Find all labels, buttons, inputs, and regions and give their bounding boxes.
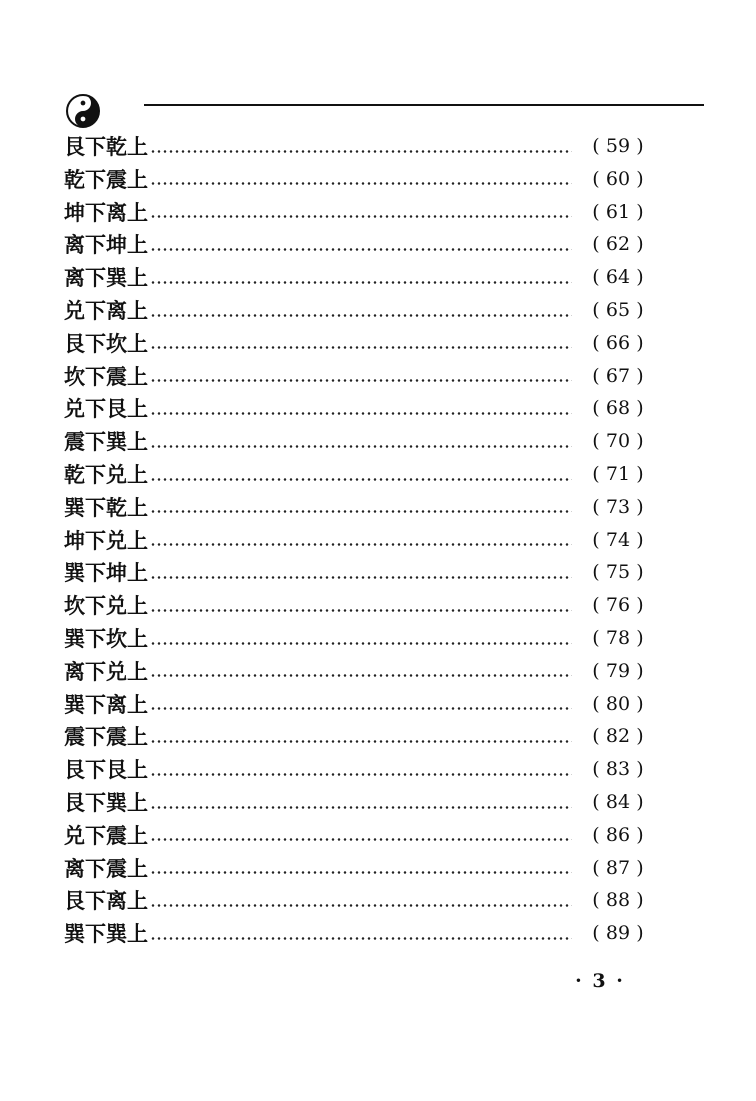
page-ref-number: 76 [605,594,631,617]
toc-entry [64,294,654,326]
close-paren: ) [636,528,644,551]
toc-entry [64,720,654,752]
toc-entry-title: 兑下艮上 [64,397,148,422]
toc-entry-page [582,299,654,321]
dot-leader [150,510,572,513]
toc-entry-page [582,594,654,616]
dot-leader [150,346,572,349]
toc-entry-page [582,660,654,682]
open-paren: ( [592,791,600,813]
toc-entry-title: 艮下坎上 [64,331,148,356]
dot-leader [150,478,572,481]
page-ref-number: 82 [605,725,631,748]
close-paren: ) [636,495,644,518]
page-ref-number: 73 [605,495,631,518]
yin-yang-icon [66,94,100,128]
page-ref-number: 84 [605,791,631,813]
toc-entry-title: 震下巽上 [64,430,148,455]
dot-leader [150,674,572,677]
dot-leader [150,412,572,415]
close-paren: ) [636,561,644,584]
close-paren: ) [636,758,644,781]
toc-entry-title: 兑下离上 [64,299,148,323]
close-paren: ) [636,397,644,420]
open-paren: ( [592,528,600,551]
open-paren: ( [592,495,600,518]
open-paren: ( [592,725,600,748]
page-ref-number: 59 [605,135,631,157]
open-paren: ( [592,889,600,912]
toc-entry-page [582,201,654,223]
toc-entry-title: 坎下兑上 [64,594,148,619]
open-paren: ( [592,823,600,846]
page-ref-number: 64 [605,266,631,289]
open-paren: ( [592,659,600,682]
toc-entry-title: 巽下离上 [64,692,148,717]
page-ref-number: 65 [605,299,631,321]
toc-entry-title: 巽下巽上 [64,922,148,947]
dot-leader [150,314,572,317]
open-paren: ( [592,200,600,223]
page-ref-number: 75 [605,561,631,584]
dot-leader [150,182,572,185]
toc-entry-page [582,922,654,944]
dot-leader [150,740,572,743]
page-ref-number: 88 [605,889,631,912]
page-ref-number: 60 [605,167,631,190]
toc-entry-page [582,463,654,485]
toc-entry-page [582,529,654,551]
close-paren: ) [636,430,644,453]
page-ref-number: 61 [605,200,631,223]
toc-entry-page [582,561,654,583]
toc-entry-page [582,693,654,715]
page-ref-number: 71 [605,463,631,485]
close-paren: ) [636,167,644,190]
close-paren: ) [636,233,644,256]
page-ref-number: 80 [605,692,631,715]
toc-entry-title: 巽下坎上 [64,627,148,651]
toc-entry [64,786,654,818]
toc-entry [64,425,654,457]
toc-entry-page [582,725,654,747]
open-paren: ( [592,627,600,649]
toc-entry-page [582,397,654,419]
toc-entry-title: 艮下乾上 [64,135,148,159]
toc-entry-title: 巽下坤上 [64,561,148,586]
open-paren: ( [592,856,600,879]
toc-entry [64,163,654,195]
toc-entry-title: 艮下离上 [64,889,148,914]
toc-entry [64,655,654,687]
toc-entry-title: 乾下震上 [64,167,148,192]
toc-entry-page [582,266,654,288]
dot-leader [150,609,572,612]
dot-leader [150,871,572,874]
toc-entry [64,852,654,884]
open-paren: ( [592,299,600,321]
page-ref-number: 79 [605,659,631,682]
open-paren: ( [592,561,600,584]
toc-entry-page [582,889,654,911]
toc-entry-page [582,135,654,157]
toc-entry-title: 离下巽上 [64,266,148,291]
toc-entry [64,819,654,851]
toc-entry-page [582,332,654,354]
page-number: · 3 · [575,970,625,992]
dot-leader [150,248,572,251]
open-paren: ( [592,692,600,715]
open-paren: ( [592,594,600,617]
toc-entry-page [582,791,654,813]
toc-entry-page [582,365,654,387]
toc-entry [64,392,654,424]
open-paren: ( [592,233,600,256]
dot-leader [150,806,572,809]
open-paren: ( [592,397,600,420]
page-ref-number: 89 [605,922,631,945]
close-paren: ) [636,856,644,879]
page-ref-number: 83 [605,758,631,781]
toc-entry-page [582,168,654,190]
dot-leader [150,379,572,382]
toc-entry [64,327,654,359]
close-paren: ) [636,135,644,157]
close-paren: ) [636,889,644,912]
dot-leader [150,150,572,153]
toc-entry [64,556,654,588]
toc-entry [64,622,654,654]
close-paren: ) [636,692,644,715]
toc-entry [64,491,654,523]
toc-entry [64,360,654,392]
open-paren: ( [592,430,600,453]
toc-entry-title: 震下震上 [64,725,148,750]
toc-entry [64,524,654,556]
close-paren: ) [636,594,644,617]
page-ref-number: 74 [605,528,631,551]
toc-entry-title: 艮下巽上 [64,791,148,815]
close-paren: ) [636,266,644,289]
close-paren: ) [636,331,644,354]
toc-entry-page [582,857,654,879]
toc-entry-title: 巽下乾上 [64,495,148,520]
open-paren: ( [592,758,600,781]
close-paren: ) [636,463,644,485]
toc-entry-page [582,758,654,780]
toc-entry-page [582,627,654,649]
open-paren: ( [592,922,600,945]
dot-leader [150,707,572,710]
toc-entry-title: 坤下离上 [64,200,148,225]
dot-leader [150,281,572,284]
toc-entry-title: 兑下震上 [64,823,148,848]
dot-leader [150,445,572,448]
toc-entry-page [582,824,654,846]
page-ref-number: 67 [605,364,631,387]
toc-entry [64,753,654,785]
toc-entry [64,261,654,293]
toc-entry [64,589,654,621]
page-ref-number: 68 [605,397,631,420]
open-paren: ( [592,463,600,485]
dot-leader [150,215,572,218]
close-paren: ) [636,659,644,682]
open-paren: ( [592,364,600,387]
dot-leader [150,937,572,940]
toc-entry [64,688,654,720]
toc-entry [64,228,654,260]
dot-leader [150,773,572,776]
page-ref-number: 86 [605,823,631,846]
toc-entry [64,196,654,228]
open-paren: ( [592,266,600,289]
dot-leader [150,543,572,546]
close-paren: ) [636,299,644,321]
dot-leader [150,838,572,841]
page-ref-number: 70 [605,430,631,453]
close-paren: ) [636,725,644,748]
page-ref-number: 78 [605,627,631,649]
close-paren: ) [636,364,644,387]
open-paren: ( [592,135,600,157]
dot-leader [150,576,572,579]
dot-leader [150,904,572,907]
toc-entry-title: 乾下兑上 [64,463,148,487]
toc-entry-title: 离下兑上 [64,659,148,684]
close-paren: ) [636,922,644,945]
page-ref-number: 66 [605,331,631,354]
page-ref-number: 87 [605,856,631,879]
page-header [64,88,644,130]
toc-entry [64,130,654,162]
toc-entry-title: 坤下兑上 [64,528,148,553]
toc-entry-title: 离下坤上 [64,233,148,258]
open-paren: ( [592,167,600,190]
open-paren: ( [592,331,600,354]
close-paren: ) [636,791,644,813]
dot-leader [150,642,572,645]
toc-entry-page [582,496,654,518]
toc-entry [64,458,654,490]
toc-entry-title: 坎下震上 [64,364,148,389]
toc-entry-page [582,430,654,452]
toc-entry [64,917,654,949]
close-paren: ) [636,200,644,223]
toc-entry-title: 艮下艮上 [64,758,148,783]
toc-entry [64,884,654,916]
close-paren: ) [636,823,644,846]
header-rule [144,104,704,106]
toc-entry-title: 离下震上 [64,856,148,881]
page-ref-number: 62 [605,233,631,256]
toc-entry-page [582,233,654,255]
close-paren: ) [636,627,644,649]
